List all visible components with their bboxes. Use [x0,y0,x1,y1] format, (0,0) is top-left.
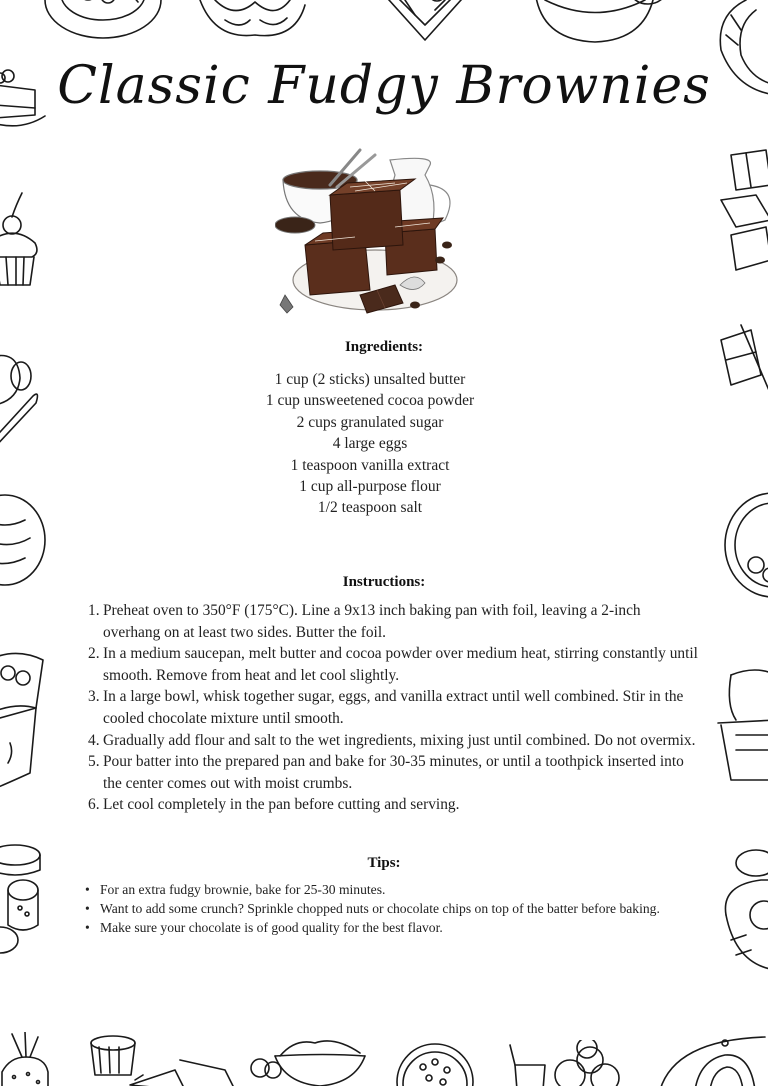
strawberry-icon [0,1032,55,1086]
ingredient-item: 1 cup all-purpose flour [299,478,441,496]
tip-text: Make sure your chocolate is of good quality for the best flavor. [100,920,443,935]
instruction-step [88,751,698,794]
ice-cream-cup-icon [716,665,768,785]
step-number: 4. [88,731,100,749]
instruction-step [88,600,698,643]
ramekin-and-toast-icon [85,1035,245,1086]
instructions-heading: Instructions: [342,574,426,590]
ingredient-item: 2 cups granulated sugar [296,413,444,431]
ingredient-item: 1/2 teaspoon salt [317,499,423,517]
instruction-step [88,794,698,816]
tips-heading: Tips: [367,855,401,871]
ingredient-item: 1 cup unsweetened cocoa powder [265,392,475,410]
ingredient-item: 1 cup (2 sticks) unsalted butter [274,371,466,388]
instruction-step [88,643,698,686]
brownies-illustration [275,145,465,320]
ingredient-item: 4 large eggs [332,435,408,453]
instruction-step [88,686,698,729]
step-number: 1. [88,602,100,619]
ice-cream-bowl-icon [245,1038,375,1086]
step-number: 3. [88,688,100,706]
chocolate-bars-icon [716,145,768,275]
tip-item [85,899,684,918]
cupcake-icon [0,185,50,290]
cereal-bowl-icon [395,1042,475,1086]
ingredients-heading: Ingredients: [344,339,424,355]
step-number: 6. [88,796,100,814]
sandwich-icon [375,0,475,45]
bullet-icon: • [85,901,90,916]
step-number: 2. [88,645,100,663]
step-number: 5. [88,753,100,771]
instruction-step [88,730,698,752]
step-text: Pour batter into the prepared pan and bake for 30-35 minutes, or until a toothpick inserted into the center comes out with moist crumbs. [103,753,684,792]
tip-item [85,918,684,937]
step-text: In a medium saucepan, melt butter and cocoa powder over medium heat, stirring constantly until smooth. Remove from heat and let cool slightly. [103,645,698,684]
dumplings-icon [195,0,310,45]
drink-and-scoops-icon [505,1040,635,1086]
tips-list [85,880,684,937]
ingredients-list [0,369,740,519]
step-text: Preheat oven to 350°F (175°C). Line a 9x13 inch baking pan with foil, leaving a 2-inch overhang on at least two sides. Butter the foil. [103,602,641,641]
tip-item [85,880,684,899]
soup-bowl-icon [530,0,670,45]
step-text: Gradually add flour and salt to the wet ingredients, mixing just until combined. Do not overmix. [103,731,696,749]
wrap-icon [0,648,50,793]
rolls-plate-icon [655,1035,768,1086]
bullet-icon: • [85,882,90,897]
tip-text: For an extra fudgy brownie, bake for 25-30 minutes. [100,882,386,897]
page-title: Classic Fudgy Brownies [57,56,711,116]
bullet-icon: • [85,920,90,935]
ingredient-item: 1 teaspoon vanilla extract [290,456,450,474]
step-text: In a large bowl, whisk together sugar, eggs, and vanilla extract until well combined. Stir in the cooled chocolate mixture until smooth. [103,688,684,727]
instructions-list [88,600,698,816]
tip-text: Want to add some crunch? Sprinkle chopped nuts or chocolate chips on top of the batter before baking. [100,901,660,916]
step-text: Let cool completely in the pan before cutting and serving. [103,796,460,814]
plate-of-cookies-icon [38,0,168,42]
